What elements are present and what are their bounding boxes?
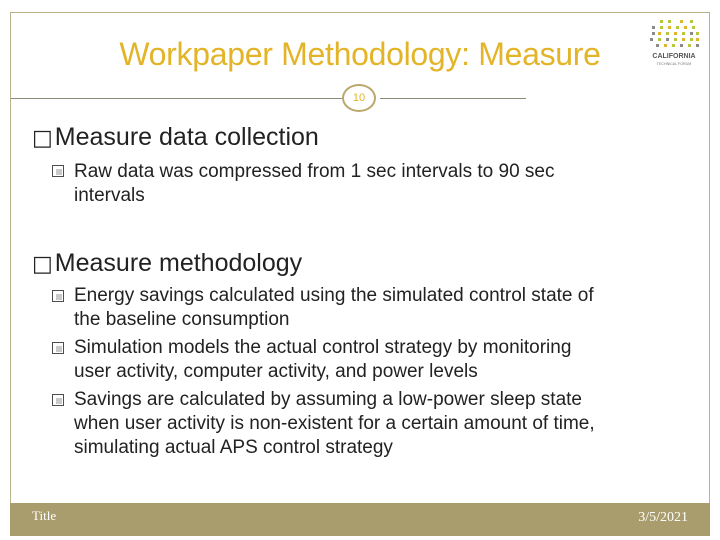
bullet-text	[74, 388, 684, 460]
square-bullet-icon: □	[32, 252, 53, 277]
checkbox-bullet-icon	[52, 290, 64, 302]
logo-line2: TECHNICAL FORUM	[656, 62, 692, 66]
bullet-line: the baseline consumption	[74, 309, 290, 330]
bullet-text	[74, 160, 684, 208]
section-heading-text: Measure data collection	[54, 123, 319, 151]
bullet-line: Simulation models the actual control strategy by monitoring	[74, 337, 572, 358]
checkbox-bullet-icon	[52, 342, 64, 354]
title-divider-right	[380, 98, 526, 99]
bullet-line: Savings are calculated by assuming a low-power sleep state	[74, 389, 582, 410]
title-divider-left	[11, 98, 342, 99]
bullet-line: intervals	[74, 185, 145, 206]
bullet-line: Energy savings calculated using the simulated control state of	[74, 285, 594, 306]
footer-title: Title	[32, 508, 57, 523]
bullet-text	[74, 336, 684, 384]
section-heading-methodology	[32, 249, 302, 278]
section-heading-data-collection	[32, 123, 319, 152]
logo-line1: CALIFORNIA	[652, 53, 696, 60]
bullet-line: user activity, computer activity, and power levels	[74, 361, 478, 382]
checkbox-bullet-icon	[52, 165, 64, 177]
bullet-line: simulating actual APS control strategy	[74, 437, 393, 458]
logo-dot-grid	[650, 20, 699, 47]
section-heading-text: Measure methodology	[54, 249, 303, 277]
bullet-line: when user activity is non-existent for a certain amount of time,	[74, 413, 595, 434]
bullet-line: Raw data was compressed from 1 sec intervals to 90 sec	[74, 161, 555, 182]
bullet-text	[74, 284, 684, 332]
page-number-badge: 10	[342, 84, 376, 112]
slide-title: Workpaper Methodology: Measure	[119, 36, 601, 72]
square-bullet-icon: □	[32, 126, 53, 151]
california-technical-forum-logo	[646, 18, 702, 68]
checkbox-bullet-icon	[52, 394, 64, 406]
footer-date: 3/5/2021	[638, 510, 688, 525]
